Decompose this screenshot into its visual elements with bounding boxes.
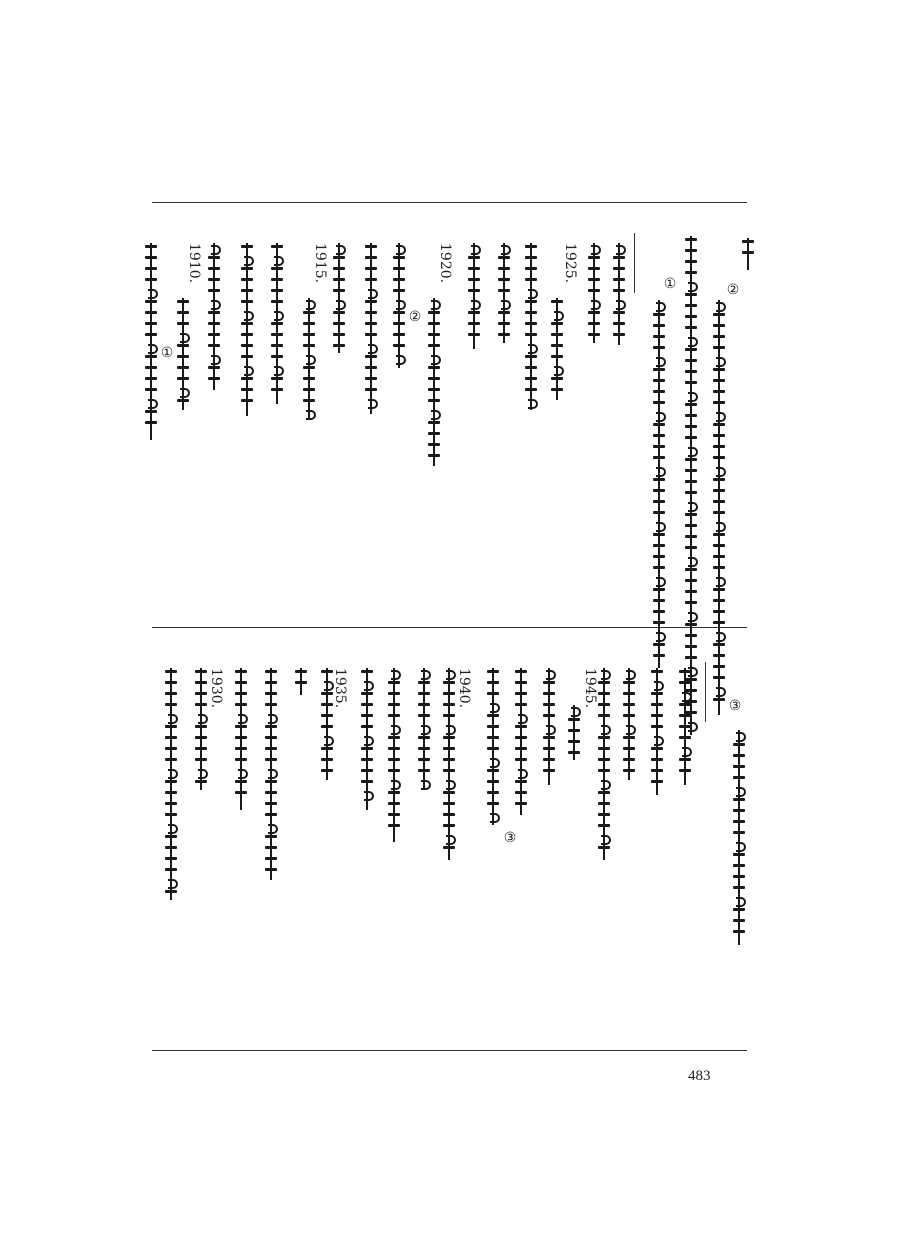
mongolian-script-column xyxy=(142,243,160,440)
mongolian-script-column xyxy=(268,243,286,404)
mongolian-script-column xyxy=(512,668,530,815)
mongolian-script-column xyxy=(238,243,256,416)
mongolian-script-column xyxy=(162,668,180,900)
mongolian-script-column xyxy=(620,668,638,780)
mongolian-script-column xyxy=(548,298,566,400)
mongolian-script-column xyxy=(262,668,280,880)
upper-marker: 1925. xyxy=(562,243,578,284)
mongolian-script-column xyxy=(330,243,348,353)
upper-marker: ② xyxy=(725,282,741,298)
upper-footnote-separator xyxy=(634,233,635,293)
mongolian-script-column xyxy=(739,238,757,270)
mongolian-script-column xyxy=(174,298,192,410)
upper-marker: ① xyxy=(159,345,175,361)
page-number: 483 xyxy=(688,1068,711,1084)
mongolian-script-column xyxy=(465,243,483,349)
lower-marker: ③ xyxy=(502,830,518,846)
mongolian-script-column xyxy=(522,243,540,410)
mongolian-script-column xyxy=(676,668,694,785)
mongolian-script-column xyxy=(300,298,318,420)
mongolian-script-column xyxy=(648,668,666,795)
mongolian-script-column xyxy=(205,243,223,390)
mongolian-script-column xyxy=(484,668,502,825)
lower-marker: 1945. xyxy=(582,668,598,709)
mongolian-script-column xyxy=(650,300,668,668)
bottom-rule xyxy=(152,1050,747,1051)
mongolian-script-column xyxy=(292,668,310,695)
mongolian-script-column xyxy=(362,243,380,414)
mongolian-script-column xyxy=(390,243,408,368)
upper-marker: ① xyxy=(662,276,678,292)
upper-marker: ② xyxy=(407,309,423,325)
lower-footnote-separator xyxy=(705,662,706,722)
top-rule xyxy=(152,202,747,203)
mongolian-script-column xyxy=(232,668,250,810)
mongolian-script-column xyxy=(585,243,603,343)
mongolian-script-column xyxy=(415,668,433,790)
mongolian-script-column xyxy=(495,243,513,343)
upper-marker: 1915. xyxy=(312,243,328,284)
lower-marker: 1930. xyxy=(208,668,224,709)
mongolian-script-column xyxy=(540,668,558,785)
mongolian-script-column xyxy=(610,243,628,345)
mongolian-script-column xyxy=(358,668,376,810)
upper-marker: 1910. xyxy=(186,243,202,284)
lower-marker: 1940. xyxy=(456,668,472,709)
upper-marker: 1920. xyxy=(437,243,453,284)
mongolian-script-column xyxy=(710,300,728,715)
lower-marker: 1935. xyxy=(332,668,348,709)
mongolian-script-column xyxy=(425,298,443,466)
mongolian-script-column xyxy=(682,236,700,735)
mongolian-script-column xyxy=(730,730,748,945)
lower-marker: ③ xyxy=(727,698,743,714)
mongolian-script-column xyxy=(385,668,403,842)
mongolian-script-column xyxy=(565,705,583,760)
